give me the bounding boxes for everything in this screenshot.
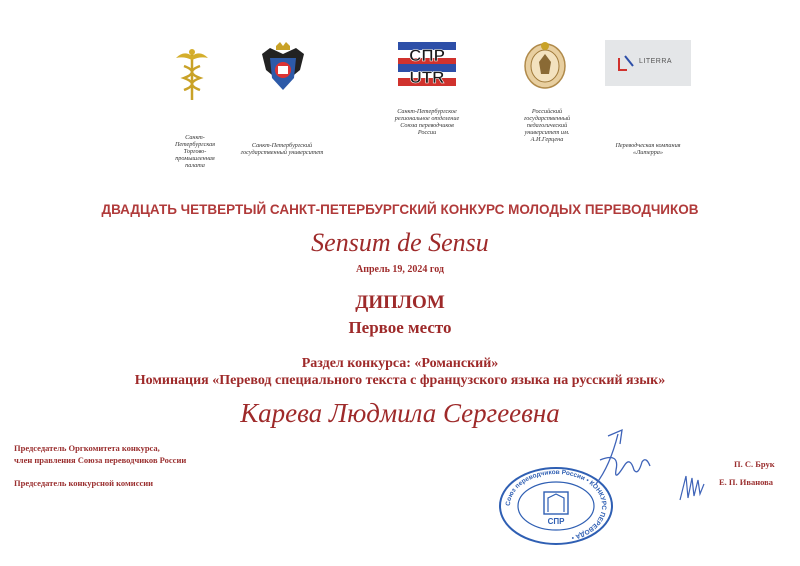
literra-wordmark: LITERRA [639, 58, 673, 65]
spbu-crest-logo [256, 40, 310, 96]
chair-title [14, 442, 186, 466]
herzen-university-logo [522, 40, 568, 90]
contest-section: Раздел конкурса: «Романский» [301, 356, 499, 371]
stamp-outer-text: Союз переводчиков России • КОНКУРС ПЕРЕВОДА • [504, 468, 608, 542]
spbu-caption: Санкт-Петербургский государственный университет [240, 142, 324, 156]
chair-title-line2: член правления Союза переводчиков России [14, 455, 187, 465]
chamber-of-commerce-logo [172, 46, 212, 102]
stamp-inner-text: СПР [547, 517, 565, 526]
jury-name: Е. П. Иванова [719, 477, 774, 487]
literra-caption: Переводческая компания «Литерра» [615, 142, 681, 156]
svg-text:СПР: СПР [409, 46, 445, 65]
svg-text:UTR: UTR [409, 68, 445, 86]
winner-name: Карева Людмила Сергеевна [240, 398, 560, 428]
jury-title: Председатель конкурсной комиссии [14, 478, 154, 488]
nomination: Номинация «Перевод специального текста с французского языка на русский язык» [134, 373, 666, 388]
jury-signature [676, 470, 708, 504]
contest-name: ДВАДЦАТЬ ЧЕТВЕРТЫЙ САНКТ-ПЕТЕРБУРГСКИЙ КОНКУРС МОЛОДЫХ ПЕРЕВОДЧИКОВ [101, 202, 699, 217]
contest-date: Апрель 19, 2024 год [356, 264, 444, 275]
chair-title-line1: Председатель Оргкомитета конкурса, [14, 443, 160, 453]
herzen-caption: Российский государственный педагогический университет им. А.И.Герцена [523, 108, 571, 143]
document-type: ДИПЛОМ [355, 292, 445, 313]
award-place: Первое место [348, 318, 452, 337]
literra-logo [605, 40, 691, 86]
union-caption: Санкт-Петербургское региональное отделение Союза переводчиков России [394, 108, 460, 136]
contest-title: Sensum de Sensu [311, 228, 489, 257]
chair-name: П. С. Брук [734, 459, 775, 469]
chair-signature [590, 426, 662, 492]
union-of-translators-logo [398, 42, 456, 86]
chamber-caption: Санкт-Петербургская Торгово-промышленная палата [174, 134, 216, 169]
